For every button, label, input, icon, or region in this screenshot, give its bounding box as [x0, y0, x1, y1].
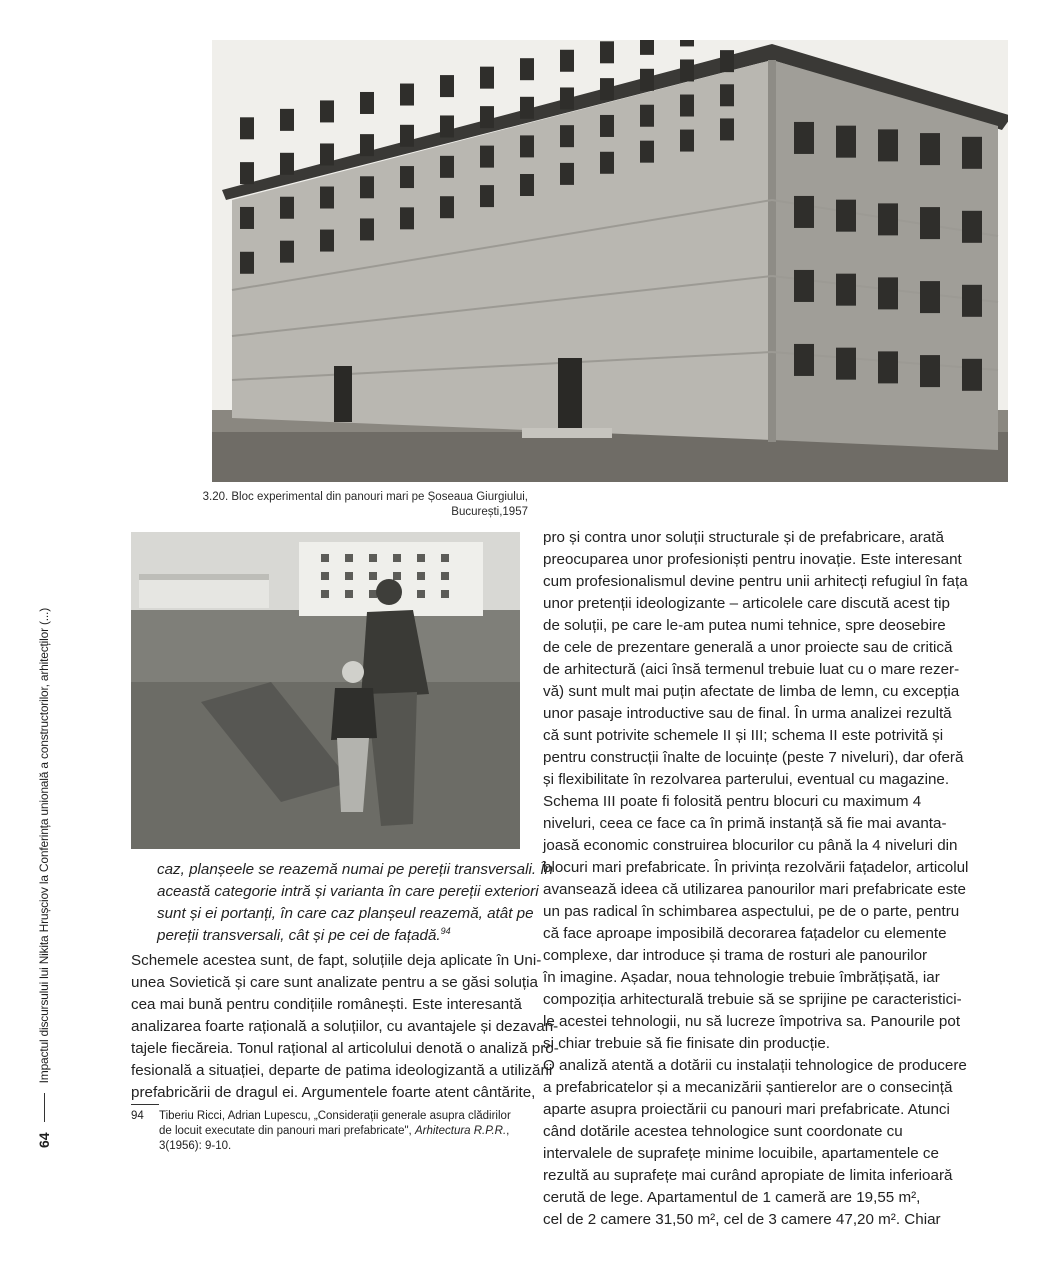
- footnote-text: [159, 1109, 523, 1154]
- body-line: vă) sunt mult mai puțin afectate de limba de lemn, cu excepția: [543, 683, 960, 700]
- body-line: unor pasaje introductive sau de final. În urma analizei rezultă: [543, 705, 952, 722]
- quote-line-last: [157, 925, 521, 947]
- window: [878, 351, 898, 383]
- man-and-child-photo: [131, 532, 520, 849]
- window: [680, 59, 694, 81]
- body-line: de arhitectură (aici însă termenul trebuie luat cu o mare rezer-: [543, 661, 960, 678]
- window: [320, 187, 334, 209]
- body-line: pentru construcții înalte de locuințe (peste 7 niveluri), dar oferă: [543, 749, 964, 766]
- window: [360, 92, 374, 114]
- window: [920, 133, 940, 165]
- window: [280, 197, 294, 219]
- window: [280, 241, 294, 263]
- window: [794, 196, 814, 228]
- window: [962, 359, 982, 391]
- page-number: 64: [36, 1132, 52, 1148]
- window: [440, 196, 454, 218]
- footnote: [131, 1109, 523, 1154]
- figure-caption-line-1: 3.20. Bloc experimental din panouri mari pe Șoseaua Giurgiului,: [202, 491, 528, 503]
- body-line: de soluții, pe care le-am putea numi tehnice, spre deosebire: [543, 617, 946, 634]
- footnote-text-b: , 3(1956): 9-10.: [159, 1125, 510, 1152]
- window: [320, 100, 334, 122]
- window: [600, 152, 614, 174]
- window: [440, 156, 454, 178]
- building-photo: [212, 40, 1008, 482]
- window: [962, 285, 982, 317]
- window: [480, 146, 494, 168]
- footnote-ref: 94: [440, 925, 451, 936]
- building-photo-illustration: [212, 40, 1008, 482]
- quote-line: sunt și ei portanți, în care caz planșeul reazemă, atât pe: [157, 905, 534, 922]
- window: [400, 166, 414, 188]
- window: [600, 78, 614, 100]
- body-line: pro și contra unor soluții structurale și de prefabricare, arată: [543, 529, 944, 546]
- window: [280, 109, 294, 131]
- body-line: un pas radical în schimbarea aspectului, pe de o parte, pentru: [543, 903, 960, 920]
- window: [280, 153, 294, 175]
- body-line: de cele de prezentare generală a unor proiecte sau de critică: [543, 639, 953, 656]
- man-and-child-illustration: [131, 532, 520, 849]
- footnote-number: 94: [131, 1110, 144, 1122]
- window: [360, 134, 374, 156]
- body-line: cum profesionalismul devine pentru unii arhitecți refugiul în fața: [543, 573, 968, 590]
- window: [920, 281, 940, 313]
- window: [640, 40, 654, 55]
- window: [962, 137, 982, 169]
- window: [720, 118, 734, 140]
- body-line: fesională a situației, departe de patima ideologizantă a utilizării: [131, 1062, 553, 1079]
- window: [962, 211, 982, 243]
- body-line: Schema III poate fi folosită pentru blocuri cu maximum 4: [543, 793, 922, 810]
- body-line: le acestei tehnologii, nu să lucreze împotriva sa. Panourile pot: [543, 1013, 961, 1030]
- window: [640, 141, 654, 163]
- window: [520, 58, 534, 80]
- body-line: că face aproape imposibilă decorarea fațadelor cu elemente: [543, 925, 947, 942]
- figure-caption-line-2: București,1957: [451, 506, 528, 518]
- window: [520, 135, 534, 157]
- footnote-journal: Arhitectura R.P.R.: [414, 1125, 507, 1137]
- window: [480, 106, 494, 128]
- running-header: [34, 608, 54, 1148]
- body-line: aparte asupra proiectării cu panouri mari prefabricate. Atunci: [543, 1101, 950, 1118]
- body-line: joasă economic construirea blocurilor cu până la 4 niveluri din: [543, 837, 958, 854]
- window: [794, 270, 814, 302]
- body-line: preocuparea unor profesioniști pentru inovație. Este interesant: [543, 551, 962, 568]
- window: [320, 143, 334, 165]
- window: [836, 126, 856, 158]
- body-line: blocuri mari prefabricate. În privința rezolvării fațadelor, articolul: [543, 859, 969, 876]
- window: [640, 105, 654, 127]
- window: [480, 185, 494, 207]
- window: [720, 84, 734, 106]
- body-line: a prefabricatelor și a mecanizării șantierelor are o consecință: [543, 1079, 953, 1096]
- running-header-rule: [44, 1093, 45, 1122]
- window: [400, 207, 414, 229]
- running-title: Impactul discursului lui Nikita Hrușciov la Conferința unională a constructorilor, arhitecților (...): [37, 608, 51, 1084]
- window: [640, 69, 654, 91]
- window: [400, 125, 414, 147]
- window: [560, 163, 574, 185]
- window: [520, 97, 534, 119]
- window: [878, 203, 898, 235]
- body-line: și chiar trebuie să fie finisate din producție.: [543, 1035, 831, 1052]
- window: [836, 348, 856, 380]
- window: [560, 125, 574, 147]
- body-line: compoziția arhitecturală trebuie să se sprijine pe caracteristici-: [543, 991, 962, 1008]
- window: [600, 115, 614, 137]
- block-quote: [157, 859, 553, 947]
- window: [680, 95, 694, 117]
- body-line: și flexibilitate în rezolvarea parterului, eventual cu magazine.: [543, 771, 950, 788]
- body-line: analizarea foarte rațională a soluțiilor, cu avantajele și dezavan-: [131, 1018, 559, 1035]
- window: [680, 40, 694, 46]
- left-column-text: [131, 950, 559, 1104]
- footnote-text-a: Tiberiu Ricci, Adrian Lupescu, „Considerații generale asupra clădirilor de locuit executate din panouri mari prefabricate",: [159, 1110, 511, 1137]
- figure-caption: [168, 490, 528, 520]
- body-line: tajele fiecăreia. Tonul rațional al articolului denotă o analiză pro-: [131, 1040, 559, 1057]
- body-line: unea Sovietică și care sunt analizate pentru a se găsi soluția: [131, 974, 538, 991]
- body-line: intervalele de suprafețe minime locuibile, apartamentele ce: [543, 1145, 939, 1162]
- body-line: O analiză atentă a dotării cu instalații tehnologice de producere: [543, 1057, 967, 1074]
- window: [720, 50, 734, 72]
- body-line: în imagine. Așadar, noua tehnologie trebuie îmbrățișată, iar: [543, 969, 940, 986]
- window: [878, 277, 898, 309]
- window: [920, 207, 940, 239]
- window: [836, 200, 856, 232]
- body-line: că sunt potrivite schemele II și III; schema II este potrivită și: [543, 727, 944, 744]
- window: [836, 274, 856, 306]
- right-column-text: [543, 527, 969, 1231]
- window: [680, 130, 694, 152]
- body-line: prefabricării de dragul ei. Argumentele foarte atent cântărite,: [131, 1084, 536, 1101]
- quote-line: această categorie intră și varianta în care pereții exteriori: [157, 883, 539, 900]
- window: [480, 67, 494, 89]
- quote-line-text: pereții transversali, cât și pe cei de fațadă.: [157, 927, 441, 944]
- window: [920, 355, 940, 387]
- footnote-rule: [131, 1104, 159, 1105]
- window: [794, 344, 814, 376]
- window: [240, 117, 254, 139]
- window: [520, 174, 534, 196]
- window: [560, 50, 574, 72]
- window: [400, 84, 414, 106]
- window: [440, 115, 454, 137]
- body-line: niveluri, ceea ce face ca în primă instanță să fie mai avanta-: [543, 815, 947, 832]
- body-line: unor pretenții ideologizante – articolele care discută acest tip: [543, 595, 950, 612]
- body-line: Schemele acestea sunt, de fapt, soluțiile deja aplicate în Uni-: [131, 952, 542, 969]
- window: [360, 218, 374, 240]
- window: [440, 75, 454, 97]
- window: [240, 252, 254, 274]
- window: [320, 230, 334, 252]
- window: [794, 122, 814, 154]
- body-line: cel de 2 camere 31,50 m², cel de 3 camere 47,20 m². Chiar: [543, 1211, 941, 1228]
- window: [360, 176, 374, 198]
- body-line: avansează ideea că utilizarea panourilor mari prefabricate este: [543, 881, 966, 898]
- quote-line: caz, planșeele se reazemă numai pe pereții transversali. În: [157, 861, 553, 878]
- window: [560, 87, 574, 109]
- window: [878, 129, 898, 161]
- window: [240, 207, 254, 229]
- body-line: rezultă au suprafețe mai curând apropiate de limita inferioară: [543, 1167, 953, 1184]
- body-line: cerută de lege. Apartamentul de 1 cameră are 19,55 m²,: [543, 1189, 921, 1206]
- window: [240, 162, 254, 184]
- window: [600, 41, 614, 63]
- body-line: când dotările acestea tehnologice sunt coordonate cu: [543, 1123, 903, 1140]
- body-line: cea mai bună pentru condițiile românești. Este interesantă: [131, 996, 522, 1013]
- body-line: complexe, dar introduce și trama de rosturi ale panourilor: [543, 947, 928, 964]
